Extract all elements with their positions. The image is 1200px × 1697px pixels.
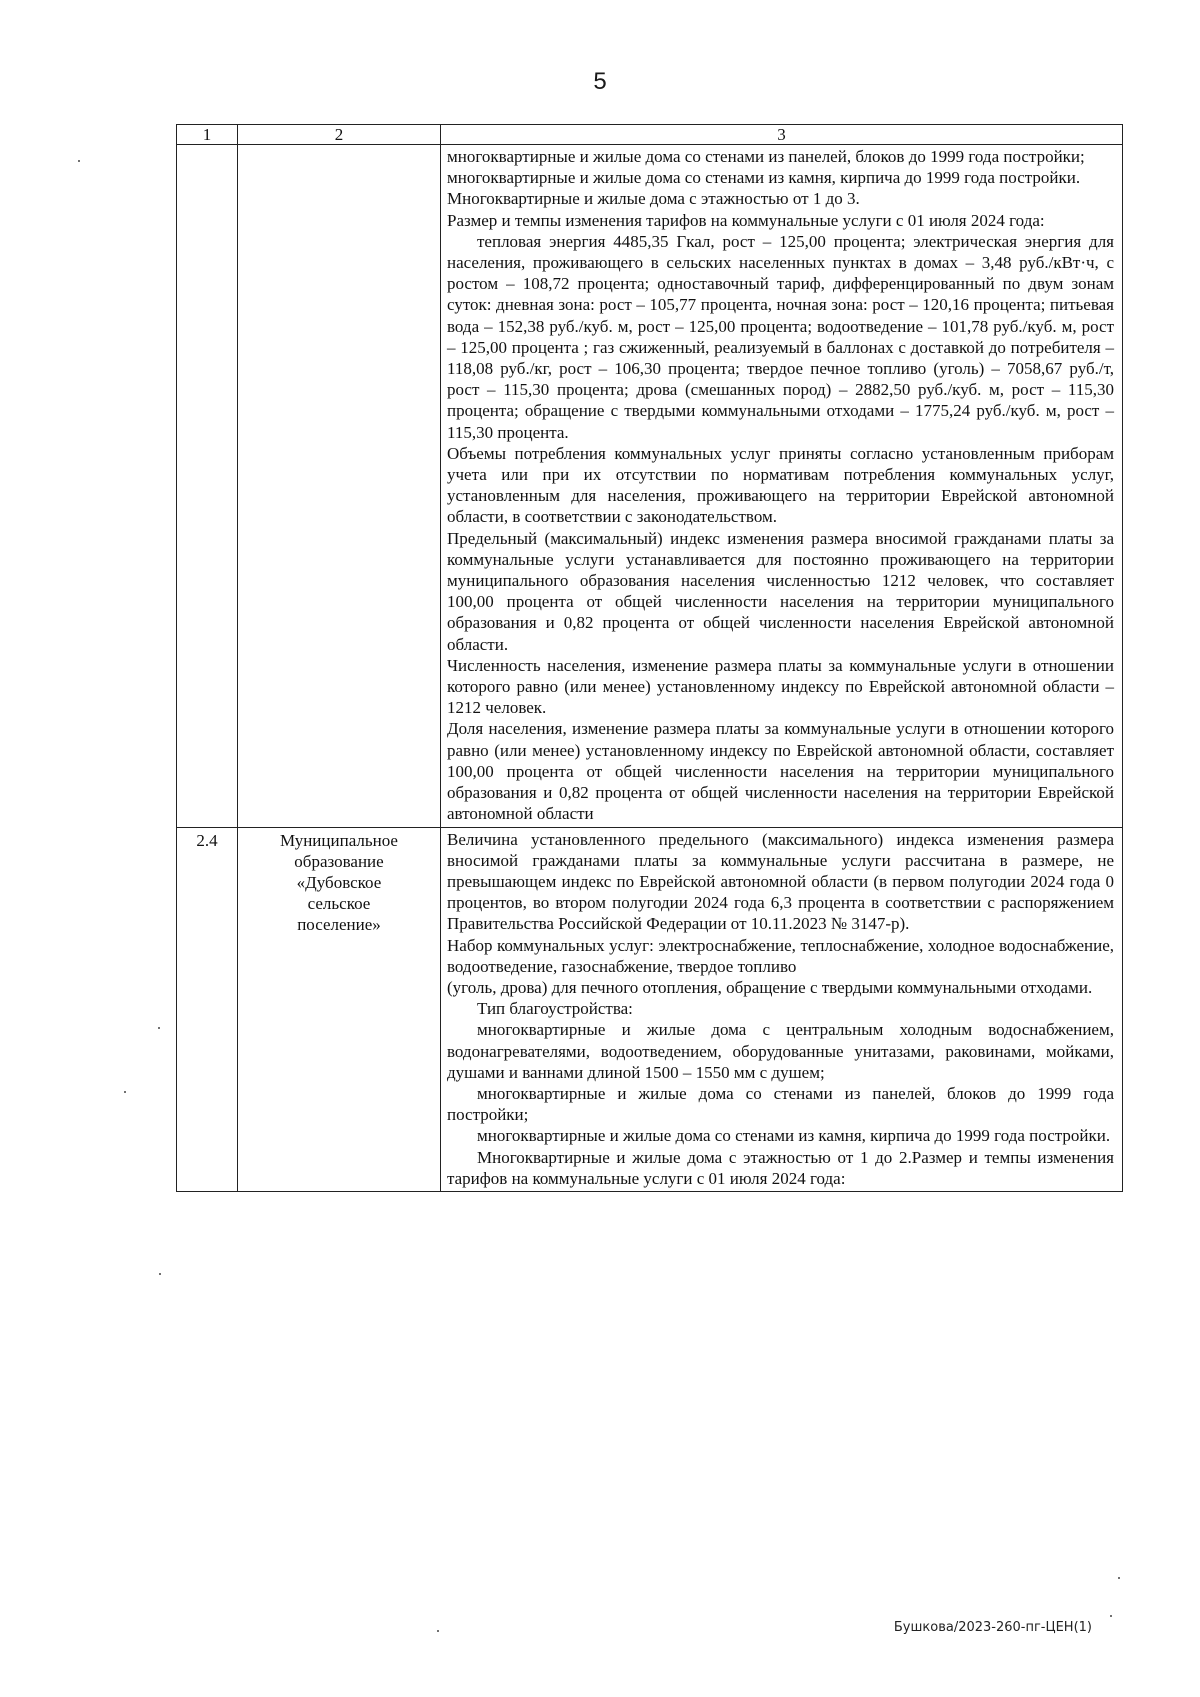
housing-type-brick: многоквартирные и жилые дома со стенами из камня, кирпича до 1999 года постройки. <box>477 1126 1111 1146</box>
tariff-change-heading: Размер и темпы изменения тарифов на коммунальные услуги с 01 июля 2024 года: <box>447 210 1045 230</box>
name-line: образование <box>294 851 384 871</box>
scan-speck <box>159 1273 161 1275</box>
name-line: Муниципальное <box>280 830 398 850</box>
housing-floors: Многоквартирные и жилые дома с этажностью от 1 до 3. <box>447 189 860 209</box>
table-row-continuation <box>177 145 1123 828</box>
housing-type-panels: многоквартирные и жилые дома со стенами из панелей, блоков до 1999 года постройки; <box>447 147 1085 166</box>
housing-type-brick: многоквартирные и жилые дома со стенами из камня, кирпича до 1999 года постройки. <box>447 168 1081 188</box>
services-set-continuation: (уголь, дрова) для печного отопления, обращение с твердыми коммунальными отходами. <box>447 977 1093 997</box>
scan-speck <box>1118 1577 1120 1579</box>
housing-floors-and-tariff-heading: Многоквартирные и жилые дома с этажностью от 1 до 2.Размер и темпы изменения тарифов на коммунальные услуги с 01 июля 2024 года: <box>447 1147 1114 1188</box>
row-2-4-content-cell <box>441 827 1123 1191</box>
name-line: «Дубовское <box>296 872 382 892</box>
max-index-paragraph: Предельный (максимальный) индекс изменения размера вносимой гражданами платы за коммунальные услуги устанавливается для постоянно проживающего на территории муниципального образования населения численностью 1212 человек, что составляет 100,00 процента от общей численности населения на территории муниципального образования и 0,82 процента от общей численности населения Еврейской автономной области. <box>447 528 1114 654</box>
scan-speck <box>78 160 80 162</box>
name-line: сельское <box>307 894 371 914</box>
population-share-paragraph: Доля населения, изменение размера платы за коммунальные услуги в отношении которого равно (или менее) установленному индексу по Еврейской автономной области, составляет 100,00 процента от общей численности населения на территории муниципального образования и 0,82 процента от общей численности населения на территории Еврейской автономной области <box>447 719 1114 824</box>
table-header-row <box>177 125 1123 145</box>
header-col-1: 1 <box>177 125 238 145</box>
consumption-volumes: Объемы потребления коммунальных услуг приняты согласно установленным приборам учета или при их отсутствии по нормативам потребления коммунальных услуг, установленным для населения, проживающего на территории Еврейской автономной области, в соответствии с законодательством. <box>447 443 1114 527</box>
page-number: 5 <box>593 68 607 95</box>
scan-speck <box>124 1091 126 1093</box>
tariff-list: тепловая энергия 4485,35 Гкал, рост – 125,00 процента; электрическая энергия для населения, проживающего в сельских населенных пунктах в домах – 3,48 руб./кВт·ч, с ростом – 108,72 процента; одноставочный тариф, дифференцированный по двум зонам суток: дневная зона: рост – 105,77 процента, ночная зона: рост – 120,16 процента; питьевая вода – 152,38 руб./куб. м, рост – 125,00 процента; водоотведение – 101,78 руб./куб. м, рост – 125,00 процента ; газ сжиженный, реализуемый в баллонах с доставкой до потребителя – 118,08 руб./кг, рост – 106,30 процента; твердое печное топливо (уголь) – 7058,67 руб./т, рост – 115,30 процента; дрова (смешанных пород) – 2882,50 руб./куб. м, рост – 115,30 процента; обращение с твердыми коммунальными отходами – 1775,24 руб./куб. м, рост – 115,30 процента. <box>447 231 1114 442</box>
name-line: поселение» <box>297 915 381 935</box>
tariff-table <box>176 124 1123 1192</box>
scan-speck <box>437 1630 439 1632</box>
row-number: 2.4 <box>177 827 238 1191</box>
scan-speck <box>1110 1615 1112 1617</box>
services-set-paragraph: Набор коммунальных услуг: электроснабжение, теплоснабжение, холодное водоснабжение, водоотведение, газоснабжение, твердое топливо <box>447 935 1114 976</box>
continuation-name-cell <box>238 145 441 828</box>
header-col-2: 2 <box>238 125 441 145</box>
housing-type-panels: многоквартирные и жилые дома со стенами из панелей, блоков до 1999 года постройки; <box>447 1083 1114 1125</box>
document-code: Бушкова/2023-260-пг-ЦЕН(1) <box>893 1620 1092 1635</box>
header-col-3: 3 <box>441 125 1123 145</box>
municipality-name <box>238 827 441 1191</box>
scan-speck <box>158 1027 160 1029</box>
table-row-2-4 <box>177 827 1123 1191</box>
improvement-type-heading: Тип благоустройства: <box>477 999 633 1019</box>
index-value-paragraph: Величина установленного предельного (максимального) индекса изменения размера вносимой гражданами платы за коммунальные услуги рассчитана в размере, не превышающем индекс по Еврейской автономной области (в первом полугодии 2024 года 0 процентов, во втором полугодии 2024 года 6,3 процента в соответствии с распоряжением Правительства Российской Федерации от 10.11.2023 № 3147-р). <box>447 829 1114 934</box>
population-count-paragraph: Численность населения, изменение размера платы за коммунальные услуги в отношении которого равно (или менее) установленному индексу по Еврейской автономной области – 1212 человек. <box>447 655 1114 718</box>
housing-type-central-water: многоквартирные и жилые дома с центральным холодным водоснабжением, водонагревателями, водоотведением, оборудованные унитазами, раковинами, мойками, душами и ваннами длиной 1500 – 1550 мм с душем; <box>447 1020 1114 1082</box>
continuation-content-cell <box>441 145 1123 828</box>
continuation-number-cell <box>177 145 238 828</box>
